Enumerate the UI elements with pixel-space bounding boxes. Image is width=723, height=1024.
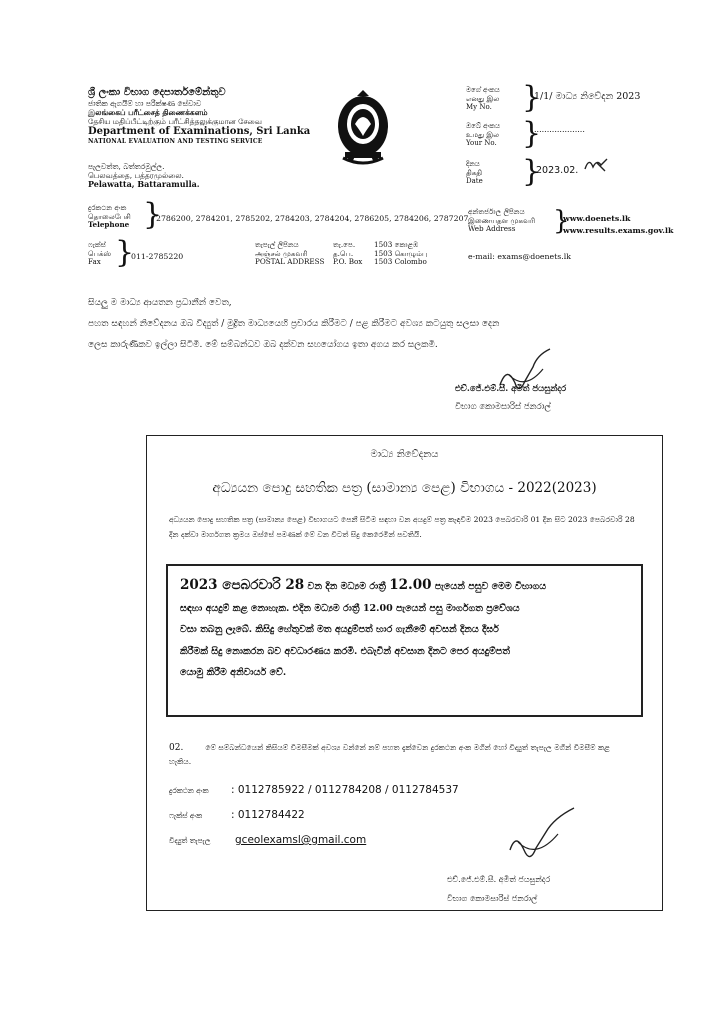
dept-name-sinhala: ශ්‍රී ලංකා විභාග දෙපාර්තමේන්තුව <box>88 87 226 98</box>
handwritten-day-icon <box>583 155 611 179</box>
sri-lanka-emblem-icon <box>335 88 391 168</box>
deadline-time: 12.00 <box>389 577 432 593</box>
email-label: විද්‍යුත් තැපැල <box>169 836 211 845</box>
department-heading <box>88 87 358 146</box>
po-val-en: 1503 Colombo <box>374 257 427 267</box>
postal-label-si: තැපැල් ලිපිනය <box>255 240 299 249</box>
po-box-label <box>333 241 373 267</box>
deadline-line-4: කිරීමක් සිදු නොකරන බව අවධාරණය කරමි. එබැවින් අවසාන දිනට පෙර අයදුම්පත් <box>180 645 510 657</box>
your-no-label-en: Your No. <box>466 139 497 148</box>
deadline-highlight-box <box>166 564 643 717</box>
deadline-line-1-mid: වන දින මධ්‍යම රාත්‍රී <box>304 581 390 592</box>
your-no-label-si: ඔබේ අංකය <box>466 122 500 130</box>
tel-label-ta: தொலைபேசி <box>88 211 131 221</box>
fax-value: 011-2785220 <box>131 252 184 261</box>
phone-row <box>169 783 629 798</box>
fax-number-label: ෆැක්ස් අංක <box>169 811 203 820</box>
address-sinhala: පැලවත්ත, බත්තරමුල්ල. <box>88 162 165 171</box>
deadline-line-1-end: පැයෙන් පසුව මෙම විභාගය <box>431 581 547 592</box>
deadline-line-3: වසා තබනු ලැබේ. කිසිදු හේතුවක් මත අයදුම්පත් භාර ගැනීමේ අවසන් දිනය දීර්ඝ <box>180 624 499 635</box>
phone-value: : 0112785922 / 0112784208 / 0112784537 <box>231 784 459 796</box>
media-notice-box <box>146 435 663 911</box>
brace: } <box>115 235 135 270</box>
notice-signatory-title: විභාග කොමසාරිස් ජනරාල් <box>447 894 538 903</box>
fax-label-ta: பெக்ஸ் <box>88 248 112 258</box>
telephone-value: 2786200, 2784201, 2785202, 2784203, 2784204, 2786205, 2784206, 2787207 <box>156 214 469 223</box>
salutation: සියලු ම මාධ්‍ය ආයතන ප්‍රධානීන් වෙත, <box>88 298 232 308</box>
date-label-en: Date <box>466 177 483 186</box>
po-val-si: 1503 කොළඹ <box>374 240 419 249</box>
web-label-si: අන්තර්ජාල ලිපිනය <box>468 207 525 216</box>
your-no-value: .................... <box>534 125 585 134</box>
fax-label-si: ෆැක්ස් <box>88 240 106 249</box>
signature-icon <box>502 806 582 874</box>
notice-signatory-name: එච්.ජේ.එම්.සී. අමිත් ජයසුන්දර <box>447 875 551 884</box>
date-value: 2023.02. <box>536 165 579 176</box>
my-no-label-ta: எனது இல <box>466 94 500 103</box>
inquiry-text: මේ සම්බන්ධයෙන් කිසියම් විමසීමක් අවශ්‍ය වන්නේ නම් පහත දැක්වෙන දුරකථන අංක මගින් හෝ විද්‍යුත් තැපැල මගින් විමසීම් කළ හැකිය. <box>169 743 610 766</box>
postal-label <box>255 241 335 267</box>
date-label-si: දිනය <box>466 160 480 168</box>
email-address[interactable]: e-mail: exams@doenets.lk <box>468 252 572 261</box>
po-si: තැ.පෙ. <box>333 240 356 249</box>
service-name-tamil: தேசிய மதிப்பீட்டிற்கும் பரீட்சித்தலுக்குமான சேவை <box>88 117 262 126</box>
dept-name-tamil: இலங்கைப் பரீட்சைத் திணைக்களம் <box>88 108 208 117</box>
web-label-en: Web Address <box>468 224 516 234</box>
signatory-title: විභාග කොමසාරිස් ජනරාල් <box>455 402 551 412</box>
notice-paragraph-1: අධ්‍යයන පොදු සහතික පත්‍ර (සාමාන්‍ය පෙළ) විභාගයට පෙනී සිටීම සඳහා වන අයදුම් පත්‍ර කැඳවීම 2023 පෙබරවාරි 01 දින සිට 2023 පෙබරවාරි 28 දින දක්වා මාර්ගගත ක්‍රමය ඔස්සේ පමණක් මේ වන විටත් සිදු කෙරෙමින් පවතියි. <box>169 515 635 539</box>
web-value <box>563 213 673 237</box>
signatory-block <box>455 380 635 416</box>
notice-title: මාධ්‍ය නිවේදනය <box>370 449 439 460</box>
letter-line-2: ලෙස කාරුණිකව ඉල්ලා සිටිමි. මේ සම්බන්ධව ඔබ දක්වන සහයෝගය ඉතා අගය කර සලකමි. <box>88 340 438 350</box>
brace: } <box>522 80 542 115</box>
web-link-results[interactable]: www.results.exams.gov.lk <box>563 226 674 235</box>
web-label-ta: இணையதள முகவரி <box>468 215 536 225</box>
deadline-line-2: සඳහා අයදුම් කළ නොහැක. එදින මධ්‍යම රාත්‍රී 12.00 පැයෙන් පසු මාර්ගගත ප්‍රවේශය <box>180 602 520 614</box>
your-no-label-ta: உமது இல <box>466 130 499 139</box>
deadline-line-5: යොමු කිරීම අනිවාර්ය වේ. <box>180 667 287 678</box>
my-no-label-en: My No. <box>466 103 492 112</box>
po-box-value <box>374 241 454 267</box>
web-link-doenets[interactable]: www.doenets.lk <box>563 214 631 223</box>
my-no-value: 1/1/ මාධ්‍ය නිවේදන 2023 <box>534 91 641 102</box>
date-label-ta: திகதி <box>466 168 482 177</box>
tel-label-si: දුරකථන අංක <box>88 203 127 212</box>
service-name-english: NATIONAL EVALUATION AND TESTING SERVICE <box>88 138 263 145</box>
notice-subtitle: අධ්‍යයන පොදු සහතික පත්‍ර (සාමාන්‍ය පෙළ) විභාගය - 2022(2023) <box>212 480 597 496</box>
deadline-line-1 <box>180 575 629 598</box>
dept-name-english: Department of Examinations, Sri Lanka <box>88 126 311 137</box>
postal-label-ta: அஞ்சல் முகவரி <box>255 248 308 258</box>
postal-label-en: POSTAL ADDRESS <box>255 257 325 267</box>
email-link[interactable]: gceolexamsl@gmail.com <box>235 834 367 846</box>
tel-label-en: Telephone <box>88 220 130 230</box>
brace: } <box>553 206 570 236</box>
fax-label-en: Fax <box>88 257 101 267</box>
brace: } <box>143 197 163 232</box>
office-address <box>88 162 288 189</box>
po-en: P.O. Box <box>333 257 363 267</box>
po-val-ta: 1503 கொழும்பு <box>374 248 428 258</box>
address-english: Pelawatta, Battaramulla. <box>88 179 200 189</box>
brace: } <box>522 154 542 189</box>
brace: } <box>522 116 542 151</box>
phone-label: දුරකථන අංක <box>169 786 209 795</box>
fax-number-value: : 0112784422 <box>231 809 305 821</box>
signatory-name: එච්.ජේ.එම්.සී. අමිත් ජයසුන්දර <box>455 384 567 394</box>
paragraph-number: 02. <box>169 743 184 753</box>
deadline-date: 2023 පෙබරවාරි 28 <box>180 577 305 593</box>
notice-signatory-block <box>447 870 647 908</box>
po-ta: த.பெ. <box>333 248 354 258</box>
telephone-label <box>88 204 148 230</box>
web-label <box>468 208 563 234</box>
letter-line-1: පහත සඳහන් නිවේදනය ඔබ විද්‍යුත් / මුද්‍රිත මාධ්‍යයෙහි ප්‍රචාරය කිරීමට / පළ කිරීමට අවශ්‍ය කටයුතු සලසා දෙන <box>88 319 500 329</box>
service-name-sinhala: ජාතික ඇගයීම් හා පරීක්ෂණ සේවාව <box>88 99 202 108</box>
my-no-label-si: මගේ අංකය <box>466 86 500 94</box>
address-tamil: பெலவத்தை, பத்தரமுல்லை. <box>88 171 184 180</box>
